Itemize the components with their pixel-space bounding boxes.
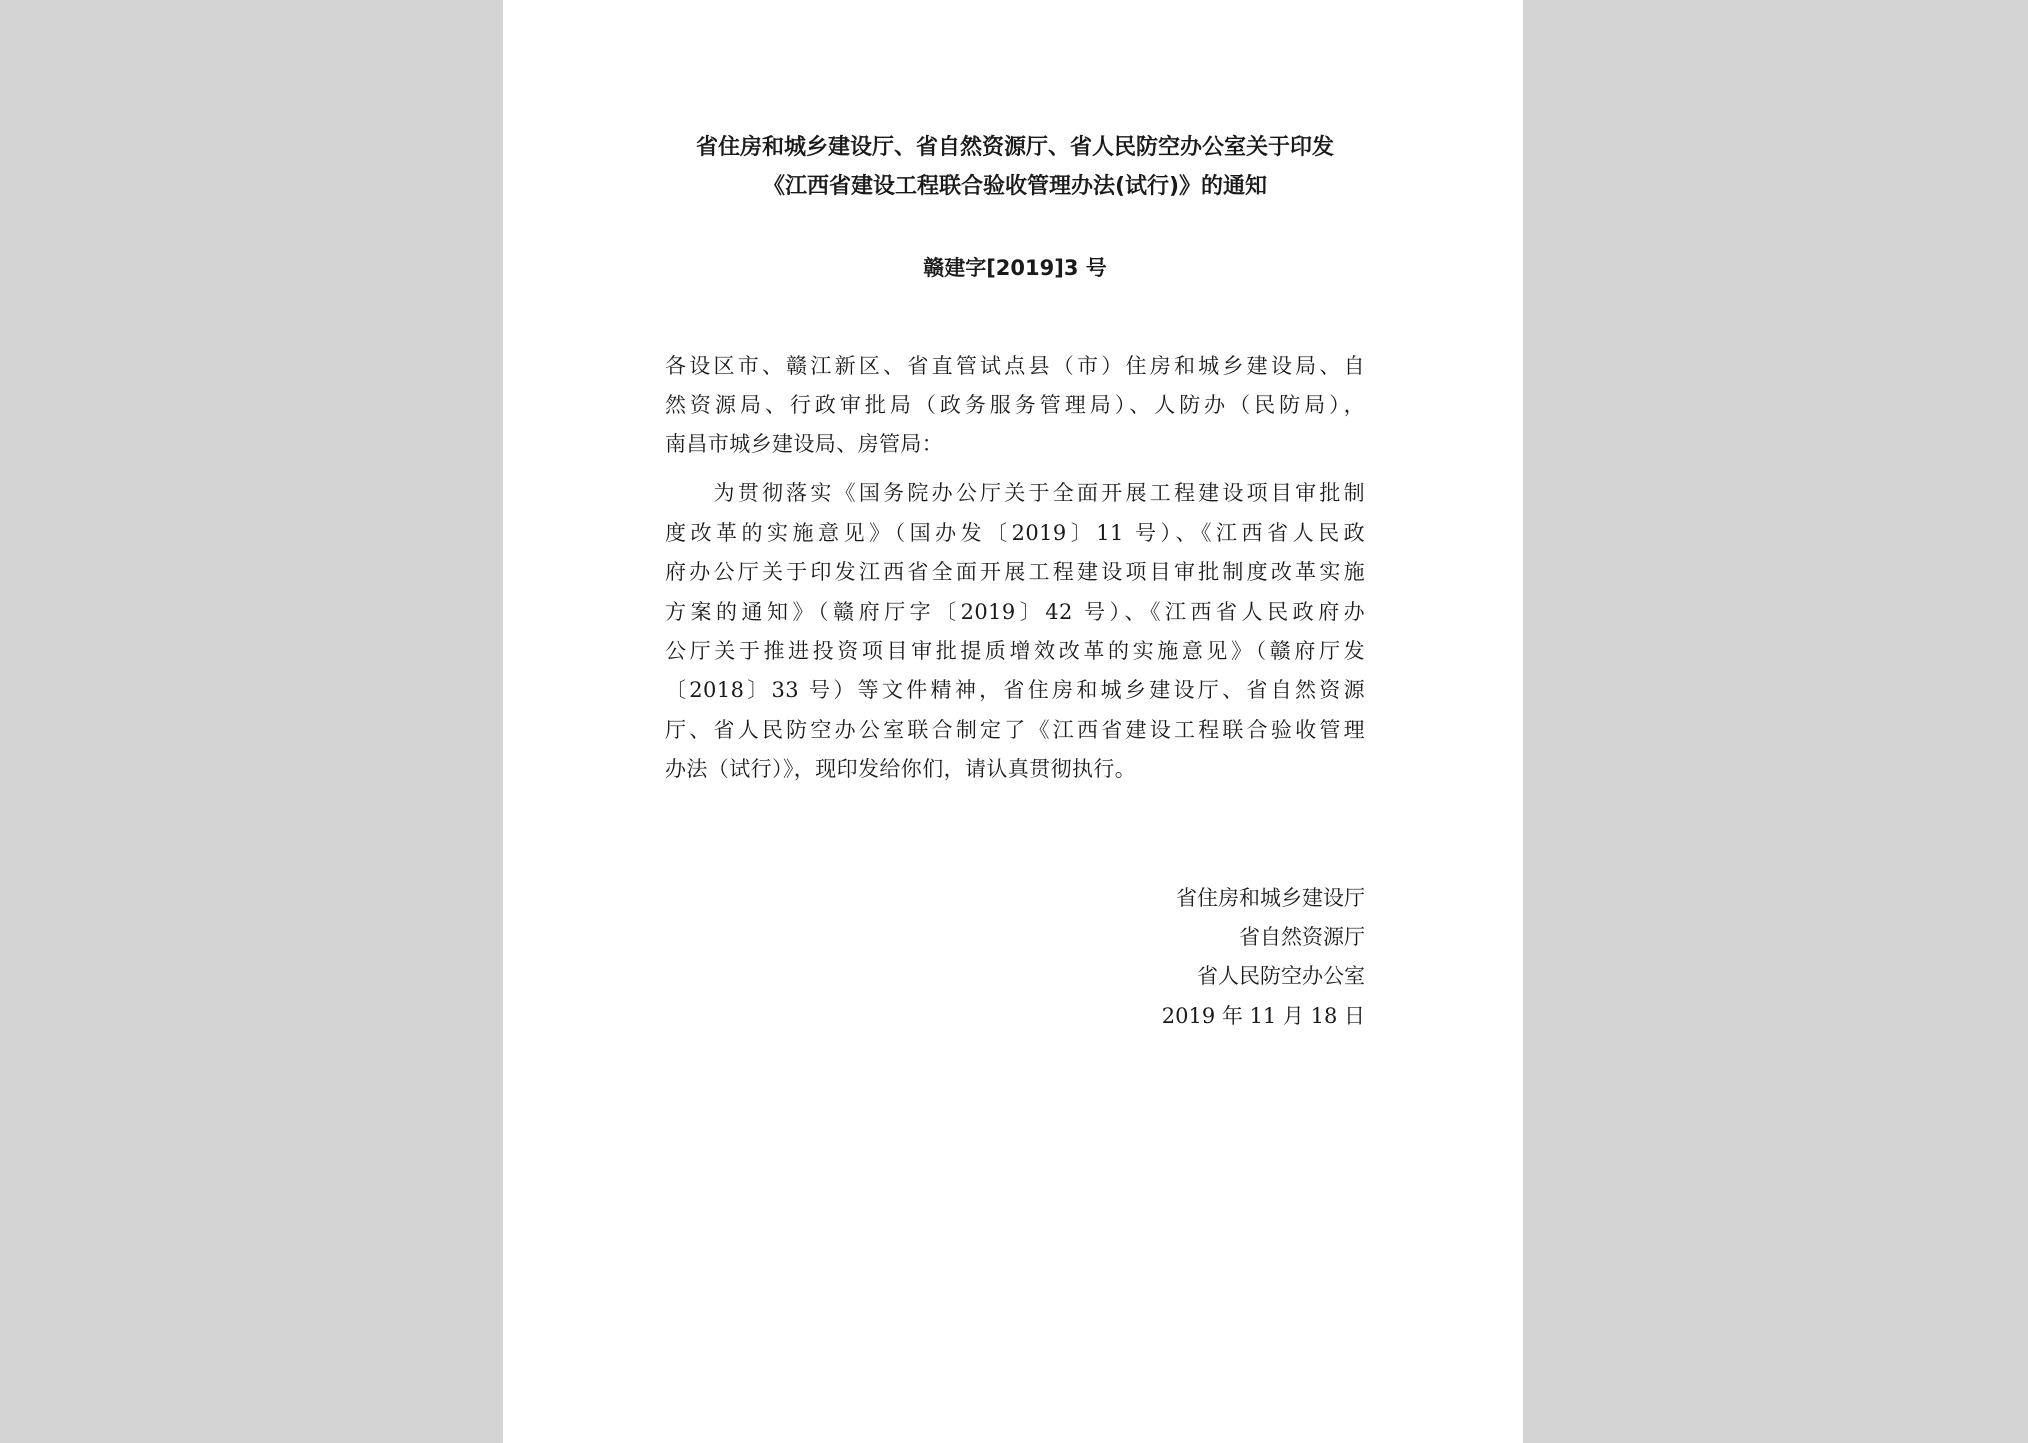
addressee-line: 各设区市、赣江新区、省直管试点县（市）住房和城乡建设局、自	[665, 354, 1365, 378]
signature-issuer: 省自然资源厅	[1239, 925, 1365, 949]
body-line: 办法（试行）》，现印发给你们，请认真贯彻执行。	[665, 757, 1137, 781]
body-line: 公厅关于推进投资项目审批提质增效改革的实施意见》（赣府厅发	[665, 639, 1365, 663]
body-line: 方案的通知》（赣府厅字〔2019〕42 号）、《江西省人民政府办	[665, 600, 1365, 624]
body-line: 府办公厅关于印发江西省全面开展工程建设项目审批制度改革实施	[665, 560, 1365, 584]
signature-date: 2019 年 11 月 18 日	[1161, 1004, 1365, 1028]
body-line: 为贯彻落实《国务院办公厅关于全面开展工程建设项目审批制	[665, 481, 1365, 505]
document-number: 赣建字[2019]3 号	[923, 256, 1107, 280]
document-title-line-1: 省住房和城乡建设厅、省自然资源厅、省人民防空办公室关于印发	[695, 135, 1334, 160]
document-title-line-2: 《江西省建设工程联合验收管理办法(试行)》的通知	[762, 174, 1268, 199]
signature-issuer: 省住房和城乡建设厅	[1176, 886, 1365, 910]
addressee-line: 南昌市城乡建设局、房管局：	[665, 432, 944, 456]
addressee-line: 然资源局、行政审批局（政务服务管理局）、人防办（民防局），	[665, 393, 1365, 417]
document-page	[503, 0, 1523, 1443]
body-line: 〔2018〕33 号）等文件精神，省住房和城乡建设厅、省自然资源	[665, 678, 1365, 702]
body-line: 厅、省人民防空办公室联合制定了《江西省建设工程联合验收管理	[665, 718, 1365, 742]
signature-issuer: 省人民防空办公室	[1197, 964, 1365, 988]
body-line: 度改革的实施意见》（国办发〔2019〕11 号）、《江西省人民政	[665, 521, 1365, 545]
